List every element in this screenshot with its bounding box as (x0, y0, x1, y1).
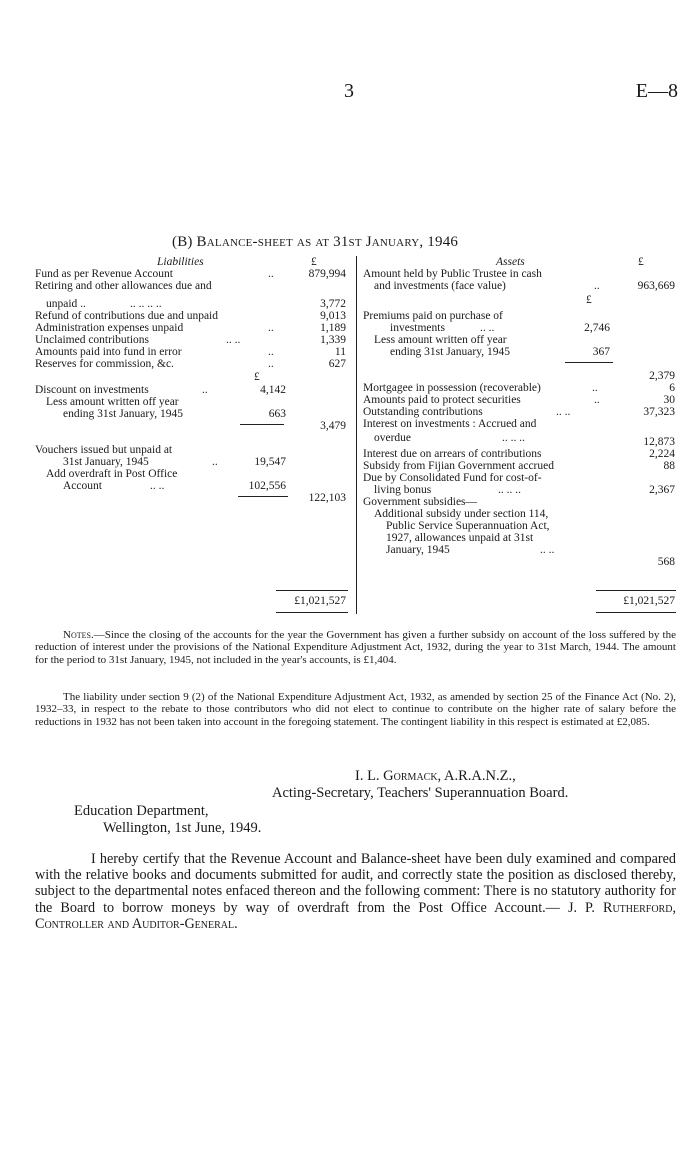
interest-label-2: overdue (374, 432, 412, 444)
fund-revenue-value: 879,994 (308, 268, 346, 280)
premiums-label-2: investments (390, 322, 445, 334)
refund-label: Refund of contributions due and unpaid (35, 310, 219, 322)
overdraft-value: 102,556 (248, 480, 286, 492)
sub-currency: £ (586, 294, 592, 306)
total-rule-bottom (596, 612, 676, 613)
leader-dots: .. .. (226, 334, 241, 346)
public-trustee-label-1: Amount held by Public Trustee in cash (363, 268, 542, 280)
liabilities-total: £1,021,527 (294, 595, 346, 607)
premiums-value: 2,746 (584, 322, 610, 334)
mortgagee-label: Mortgagee in possession (recoverable) (363, 382, 541, 394)
additional-label-4: January, 1945 (386, 544, 450, 556)
auditor-certification: I hereby certify that the Revenue Account and Balance-sheet have been duly examined and compared with the relative books and documents submitted for audit, and correctly state the position as disclosed thereby, subject to the departmental notes enfaced thereon and the following comment: There is no statutory authority for the Board to borrow moneys by way of overdraft from the Post Office Account.— J. P. Rutherford, Controller and Auditor-General. (35, 851, 676, 932)
assets-total: £1,021,527 (623, 595, 675, 607)
less-written-off-label-2: ending 31st January, 1945 (390, 346, 510, 358)
public-trustee-value: 963,669 (637, 280, 675, 292)
subtotal-rule (240, 424, 284, 425)
consolidated-label-1: Due by Consolidated Fund for cost-of- (363, 472, 542, 484)
leader-dots: .. .. .. (502, 432, 525, 444)
interest-value: 12,873 (643, 436, 675, 448)
error-value: 11 (334, 346, 346, 358)
address-date: Wellington, 1st June, 1949. (103, 820, 262, 836)
refund-value: 9,013 (320, 310, 346, 322)
less-written-off-label: Less amount written off year (374, 334, 507, 346)
leader-dots: .. .. .. (498, 484, 521, 496)
vouchers-label-2: 31st January, 1945 (63, 456, 149, 468)
additional-label-2: Public Service Superannuation Act, (386, 520, 550, 532)
less-written-off-label: Less amount written off year (46, 396, 179, 408)
consolidated-value: 2,367 (649, 484, 675, 496)
leader-dots: .. .. (150, 480, 165, 492)
error-label: Amounts paid into fund in error (35, 346, 182, 358)
retiring-value: 3,772 (320, 298, 346, 310)
retiring-label-2: unpaid .. (46, 298, 86, 310)
outstanding-value: 37,323 (643, 406, 675, 418)
leader-dots: .. (268, 268, 274, 280)
less-written-off-label-2: ending 31st January, 1945 (63, 408, 183, 420)
notes-paragraph-1: Notes.—Since the closing of the accounts for the year the Government has given a further subsidy on account of the loss suffered by the reduction of interest under the provisions of the National Expenditure Adjustment Act, 1932, during the year to 31st March, 1944. The amount for the period to 31st January, 1945, not included in the year's accounts, is £1,404. (35, 629, 676, 666)
leader-dots: .. (212, 456, 218, 468)
arrears-value: 2,224 (649, 448, 675, 460)
total-rule-top (596, 590, 676, 591)
sub-currency: £ (254, 371, 260, 383)
leader-dots: .. .. (480, 322, 495, 334)
leader-dots: .. (202, 384, 208, 396)
leader-dots: .. (268, 322, 274, 334)
column-divider (356, 256, 357, 614)
admin-label: Administration expenses unpaid (35, 322, 184, 334)
arrears-label: Interest due on arrears of contributions (363, 448, 542, 460)
interest-label-1: Interest on investments : Accrued and (363, 418, 537, 430)
fund-revenue-label: Fund as per Revenue Account (35, 268, 173, 280)
page-number: 3 (344, 80, 354, 102)
protect-label: Amounts paid to protect securities (363, 394, 521, 406)
page-title: (B) Balance-sheet as at 31st January, 1946 (172, 234, 459, 250)
premiums-net-value: 2,379 (649, 370, 675, 382)
vouchers-value: 19,547 (254, 456, 286, 468)
total-rule-top (276, 590, 348, 591)
notes-paragraph-2: The liability under section 9 (2) of the National Expenditure Adjustment Act, 1932, as amended by section 25 of the Finance Act (No. 2), 1932–33, in respect to the rebate to those contributors who did not elect to continue to contribute on the higher rate of salary before the reductions in 1932 has not been taken into account in the foregoing statement. The contingent liability in this respect is estimated at £2,085. (35, 691, 676, 728)
discount-label: Discount on investments (35, 384, 149, 396)
leader-dots: .. (268, 346, 274, 358)
unclaimed-label: Unclaimed contributions (35, 334, 150, 346)
subtotal-rule (238, 496, 288, 497)
fijian-value: 88 (663, 460, 675, 472)
discount-value: 4,142 (260, 384, 286, 396)
reserves-value: 627 (328, 358, 346, 370)
leader-dots: .. .. .. .. (130, 298, 162, 310)
reserves-label: Reserves for commission, &c. (35, 358, 174, 370)
less-written-off-value: 367 (592, 346, 610, 358)
less-written-off-value: 663 (268, 408, 286, 420)
leader-dots: .. (594, 394, 600, 406)
protect-value: 30 (663, 394, 675, 406)
leader-dots: .. (594, 280, 600, 292)
signatory-title: Acting-Secretary, Teachers' Superannuation Board. (272, 785, 569, 801)
gov-subsidies-label: Government subsidies— (363, 496, 478, 508)
retiring-label-1: Retiring and other allowances due and (35, 280, 212, 292)
fijian-label: Subsidy from Fijian Government accrued (363, 460, 554, 472)
leader-dots: .. .. (556, 406, 571, 418)
total-rule-bottom (276, 612, 348, 613)
leader-dots: .. (268, 358, 274, 370)
assets-heading: Assets (496, 256, 525, 268)
vouchers-label-1: Vouchers issued but unpaid at (35, 444, 173, 456)
vouchers-total-value: 122,103 (308, 492, 346, 504)
public-trustee-label-2: and investments (face value) (374, 280, 506, 292)
assets-currency: £ (638, 256, 644, 268)
unclaimed-value: 1,339 (320, 334, 346, 346)
liabilities-heading: Liabilities (157, 256, 204, 268)
additional-value: 568 (657, 556, 675, 568)
signatory-name: I. L. Gormack, A.R.A.N.Z., (355, 768, 516, 784)
admin-value: 1,189 (320, 322, 346, 334)
leader-dots: .. .. (540, 544, 555, 556)
discount-net-value: 3,479 (320, 420, 346, 432)
overdraft-label-1: Add overdraft in Post Office (46, 468, 178, 480)
consolidated-label-2: living bonus (374, 484, 432, 496)
mortgagee-value: 6 (669, 382, 675, 394)
overdraft-label-2: Account (63, 480, 102, 492)
leader-dots: .. (592, 382, 598, 394)
subtotal-rule (565, 362, 613, 363)
additional-label-1: Additional subsidy under section 114, (374, 508, 549, 520)
series-code: E—8 (635, 80, 678, 102)
additional-label-3: 1927, allowances unpaid at 31st (386, 532, 534, 544)
liabilities-currency: £ (311, 256, 317, 268)
premiums-label-1: Premiums paid on purchase of (363, 310, 503, 322)
outstanding-label: Outstanding contributions (363, 406, 483, 418)
department-address: Education Department, (74, 803, 209, 819)
